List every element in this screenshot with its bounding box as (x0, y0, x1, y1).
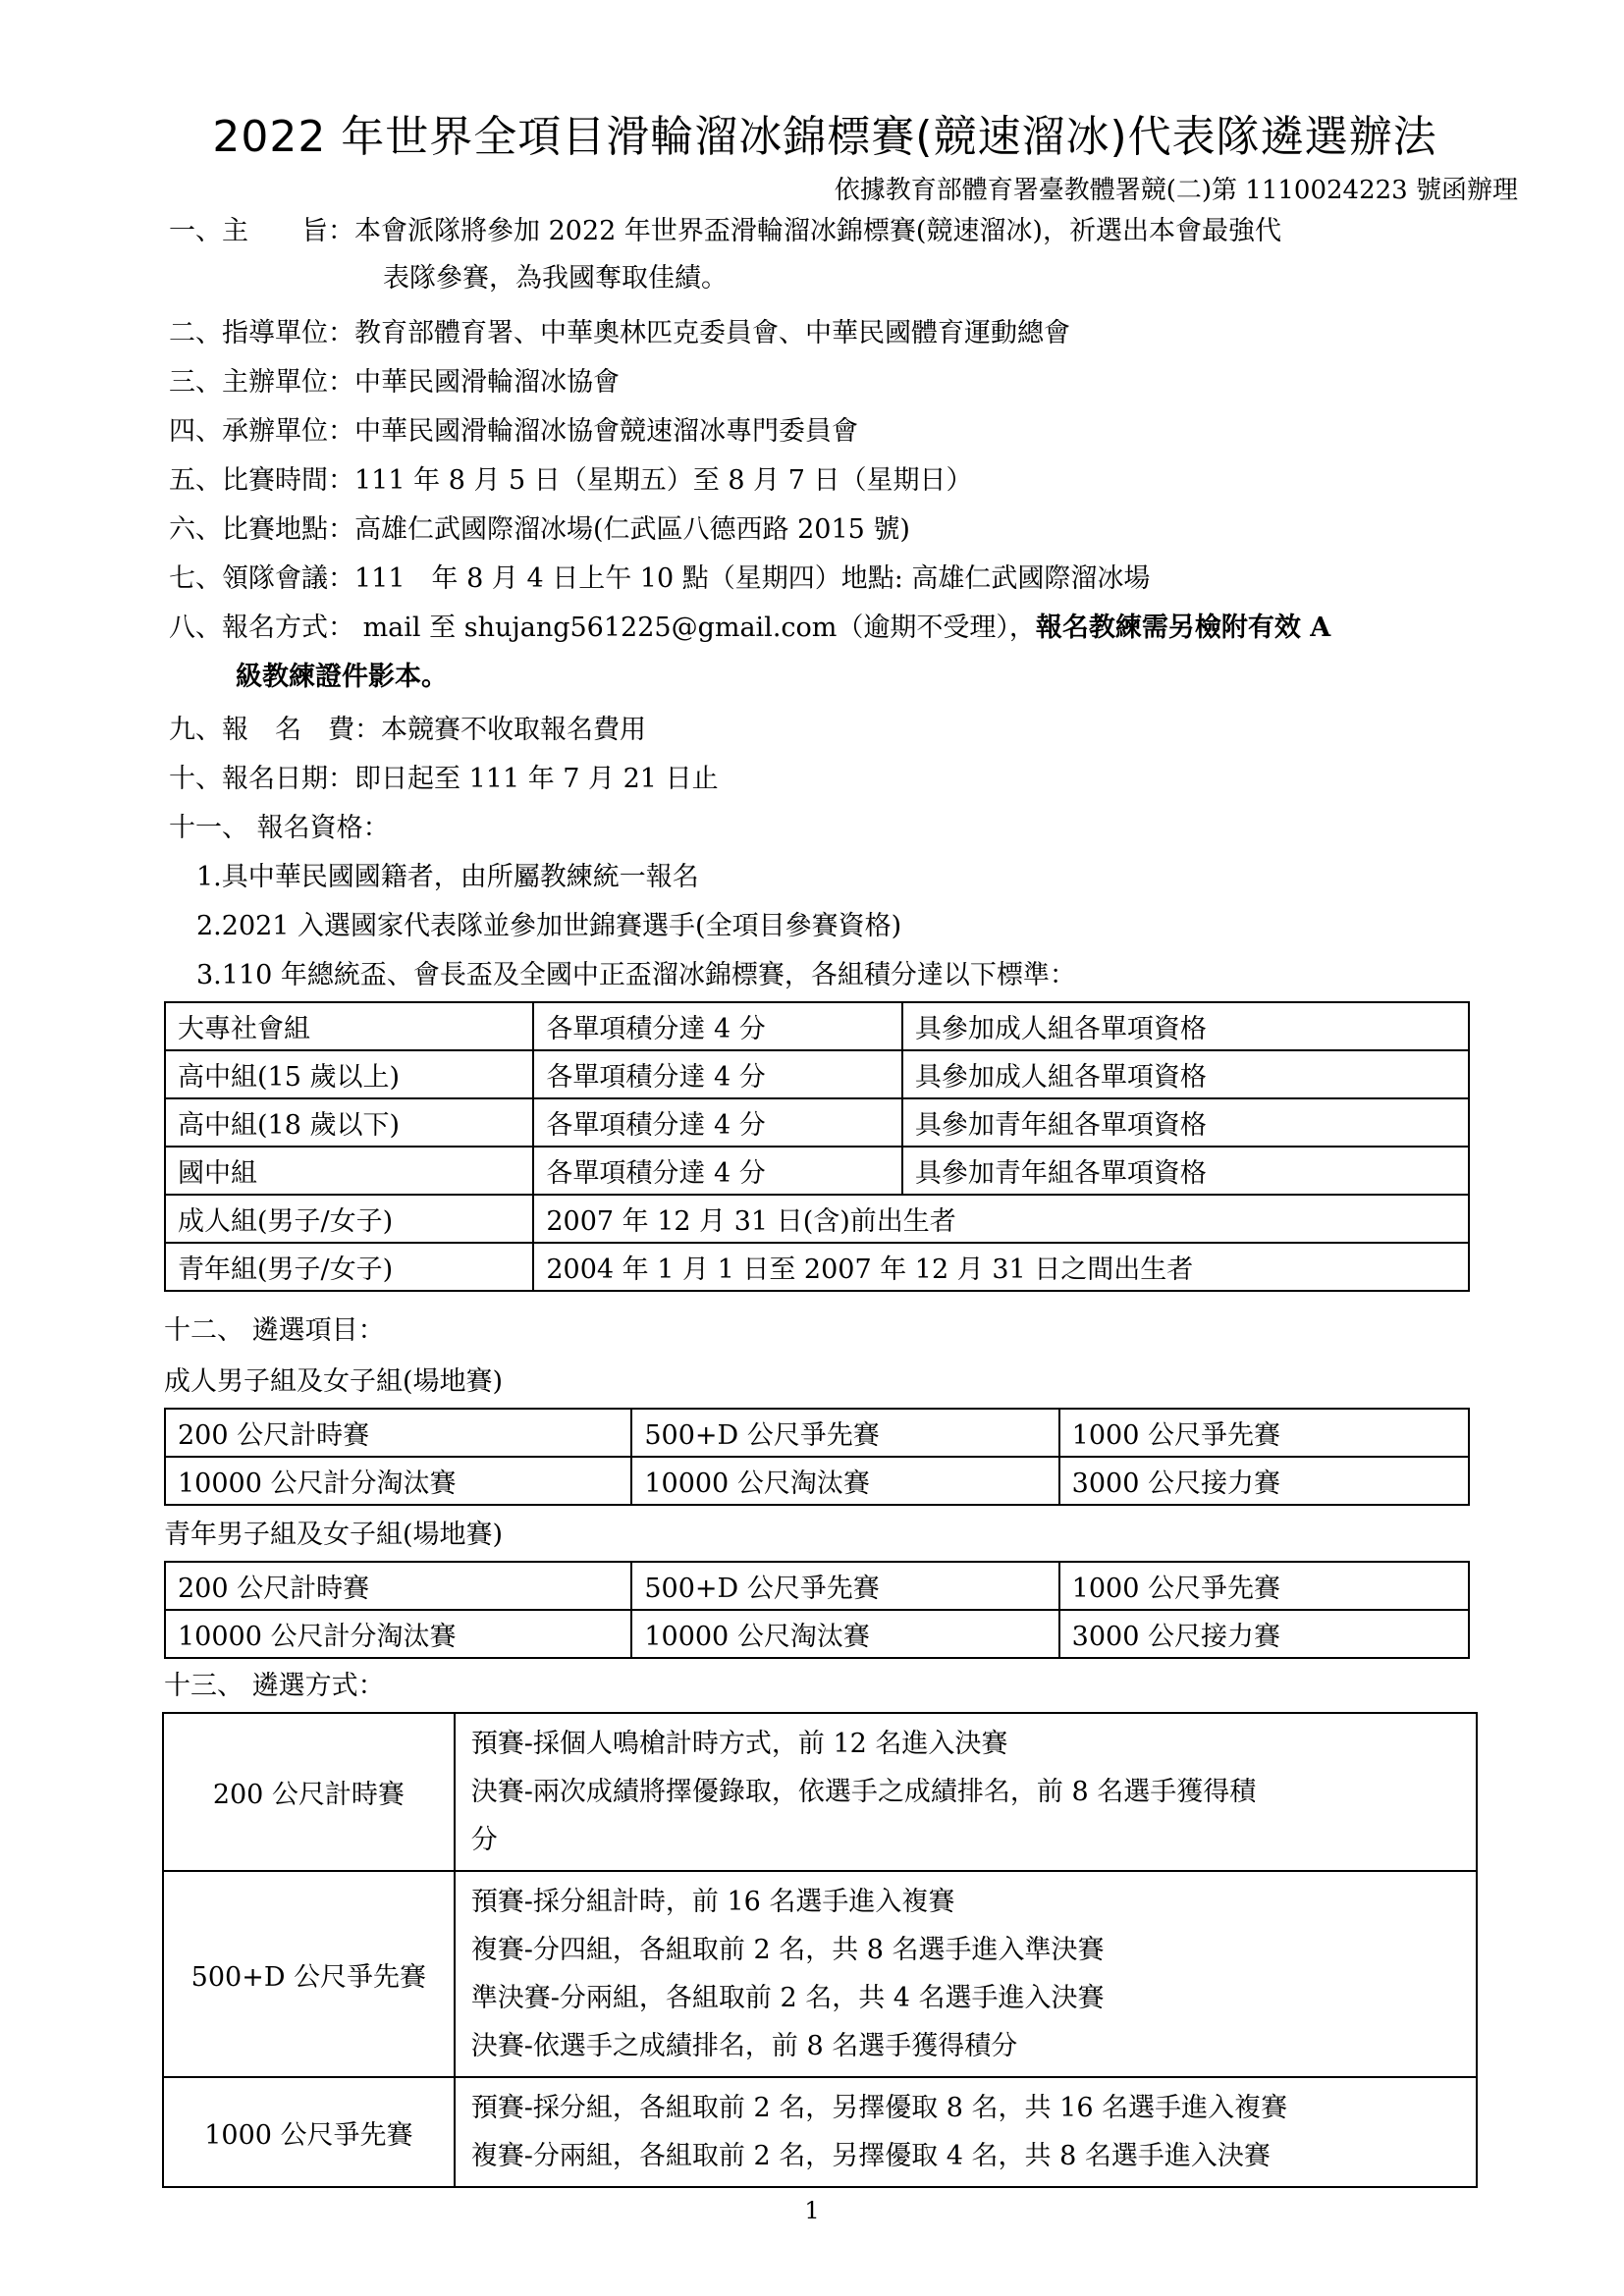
section-8 (169, 611, 1330, 646)
table-cell: 具參加青年組各單項資格 (902, 1098, 1469, 1147)
table-cell: 青年組(男子/女子) (165, 1243, 533, 1291)
table-cell: 具參加成人組各單項資格 (902, 1002, 1469, 1050)
method-line: 預賽-採分組，各組取前 2 名，另擇優取 8 名，共 16 名選手進入複賽 (470, 2093, 1288, 2123)
method-line: 複賽-分兩組，各組取前 2 名，另擇優取 4 名，共 8 名選手進入決賽 (470, 2141, 1271, 2171)
table-row (165, 1409, 1469, 1457)
qualification-item: 1.具中華民國國籍者，由所屬教練統一報名 (196, 862, 699, 892)
table-cell: 具參加成人組各單項資格 (902, 1050, 1469, 1098)
table-cell: 大專社會組 (165, 1002, 533, 1050)
method-event: 1000 公尺爭先賽 (163, 2077, 455, 2187)
table-cell: 高中組(18 歲以下) (165, 1098, 533, 1147)
adult-events-heading: 成人男子組及女子組(場地賽) (164, 1366, 504, 1397)
document-title: 2022 年世界全項目滑輪溜冰錦標賽(競速溜冰)代表隊遴選辦法 (212, 112, 1437, 162)
section-3: 三、主辦單位：中華民國滑輪溜冰協會 (169, 367, 620, 398)
table-cell: 10000 公尺淘汰賽 (631, 1457, 1058, 1505)
method-line: 複賽-分四組，各組取前 2 名，共 8 名選手進入準決賽 (470, 1935, 1105, 1965)
qualification-item: 3.110 年總統盃、會長盃及全國中正盃溜冰錦標賽，各組積分達以下標準： (196, 960, 1076, 990)
section-7: 七、領隊會議：111 年 8 月 4 日上午 10 點（星期四）地點: 高雄仁武國際溜冰場 (169, 563, 1151, 594)
method-line: 預賽-採分組計時，前 16 名選手進入複賽 (470, 1887, 955, 1917)
section-10: 十、報名日期：即日起至 111 年 7 月 21 日止 (169, 764, 719, 794)
table-cell: 各單項積分達 4 分 (533, 1050, 902, 1098)
youth-events-heading: 青年男子組及女子組(場地賽) (164, 1520, 504, 1550)
section-1 (169, 214, 1281, 249)
method-rules (455, 1713, 1477, 1871)
method-line: 準決賽-分兩組，各組取前 2 名，共 4 名選手進入決賽 (470, 1983, 1105, 2013)
section-4: 四、承辦單位：中華民國滑輪溜冰協會競速溜冰專門委員會 (169, 416, 858, 447)
page-number: 1 (804, 2197, 820, 2224)
method-line: 決賽-依選手之成績排名，前 8 名選手獲得積分 (470, 2031, 1018, 2061)
table-row (165, 1147, 1469, 1195)
table-cell: 500+D 公尺爭先賽 (631, 1409, 1058, 1457)
table-cell: 1000 公尺爭先賽 (1059, 1409, 1469, 1457)
table-row (165, 1002, 1469, 1050)
qualification-item: 2.2021 入選國家代表隊並參加世錦賽選手(全項目參賽資格) (196, 911, 902, 941)
section-2: 二、指導單位：教育部體育署、中華奧林匹克委員會、中華民國體育運動總會 (169, 318, 1070, 348)
table-cell: 10000 公尺計分淘汰賽 (165, 1457, 631, 1505)
table-cell: 各單項積分達 4 分 (533, 1098, 902, 1147)
table-cell: 各單項積分達 4 分 (533, 1002, 902, 1050)
table-cell: 高中組(15 歲以上) (165, 1050, 533, 1098)
method-rules (455, 2077, 1477, 2187)
table-row (165, 1243, 1469, 1291)
table-row (165, 1562, 1469, 1610)
table-cell: 1000 公尺爭先賽 (1059, 1562, 1469, 1610)
table-row (163, 2077, 1477, 2187)
section-6: 六、比賽地點：高雄仁武國際溜冰場(仁武區八德西路 2015 號) (169, 514, 910, 545)
table-row (165, 1610, 1469, 1658)
table-row (165, 1457, 1469, 1505)
method-line: 決賽-兩次成績將擇優錄取，依選手之成績排名，前 8 名選手獲得積 (470, 1777, 1257, 1807)
table-row (165, 1195, 1469, 1243)
table-cell: 2007 年 12 月 31 日(含)前出生者 (533, 1195, 1469, 1243)
table-cell: 3000 公尺接力賽 (1059, 1610, 1469, 1658)
section-8-bold: 報名教練需另檢附有效 A (1035, 613, 1331, 643)
table-row (165, 1098, 1469, 1147)
legal-basis: 依據教育部體育署臺教體署競(二)第 1110024223 號函辦理 (834, 176, 1518, 205)
method-event: 200 公尺計時賽 (163, 1713, 455, 1871)
table-row (165, 1050, 1469, 1098)
table-cell: 200 公尺計時賽 (165, 1562, 631, 1610)
table-cell: 10000 公尺計分淘汰賽 (165, 1610, 631, 1658)
method-line: 分 (470, 1825, 498, 1855)
section-9: 九、報 名 費：本競賽不收取報名費用 (169, 715, 646, 745)
method-event: 500+D 公尺爭先賽 (163, 1871, 455, 2077)
selection-method-table (162, 1712, 1478, 2188)
method-line: 預賽-採個人鳴槍計時方式，前 12 名進入決賽 (470, 1729, 1008, 1759)
section-1-text: 本會派隊將參加 2022 年世界盃滑輪溜冰錦標賽(競速溜冰)，祈選出本會最強代 (354, 216, 1281, 246)
table-cell: 2004 年 1 月 1 日至 2007 年 12 月 31 日之間出生者 (533, 1243, 1469, 1291)
qualification-table (164, 1001, 1470, 1292)
method-rules (455, 1871, 1477, 2077)
table-row (163, 1713, 1477, 1871)
section-1-label: 一、主 旨： (169, 216, 354, 246)
section-5: 五、比賽時間：111 年 8 月 5 日（星期五）至 8 月 7 日（星期日） (169, 465, 973, 496)
table-cell: 國中組 (165, 1147, 533, 1195)
table-cell: 成人組(男子/女子) (165, 1195, 533, 1243)
table-cell: 500+D 公尺爭先賽 (631, 1562, 1058, 1610)
table-cell: 200 公尺計時賽 (165, 1409, 631, 1457)
youth-events-table (164, 1561, 1470, 1659)
adult-events-table (164, 1408, 1470, 1506)
section-13: 十三、 遴選方式： (164, 1671, 385, 1701)
table-cell: 各單項積分達 4 分 (533, 1147, 902, 1195)
table-cell: 10000 公尺淘汰賽 (631, 1610, 1058, 1658)
section-8-continued: 級教練證件影本。 (236, 662, 448, 692)
section-12: 十二、 遴選項目： (164, 1315, 385, 1346)
table-cell: 具參加青年組各單項資格 (902, 1147, 1469, 1195)
section-1-continued: 表隊參賽，為我國奪取佳績。 (383, 263, 728, 294)
table-row (163, 1871, 1477, 2077)
section-11: 十一、 報名資格： (169, 813, 390, 843)
table-cell: 3000 公尺接力賽 (1059, 1457, 1469, 1505)
section-8-text: 八、報名方式： mail 至 shujang561225@gmail.com（逾期不受理）， (169, 613, 1036, 643)
